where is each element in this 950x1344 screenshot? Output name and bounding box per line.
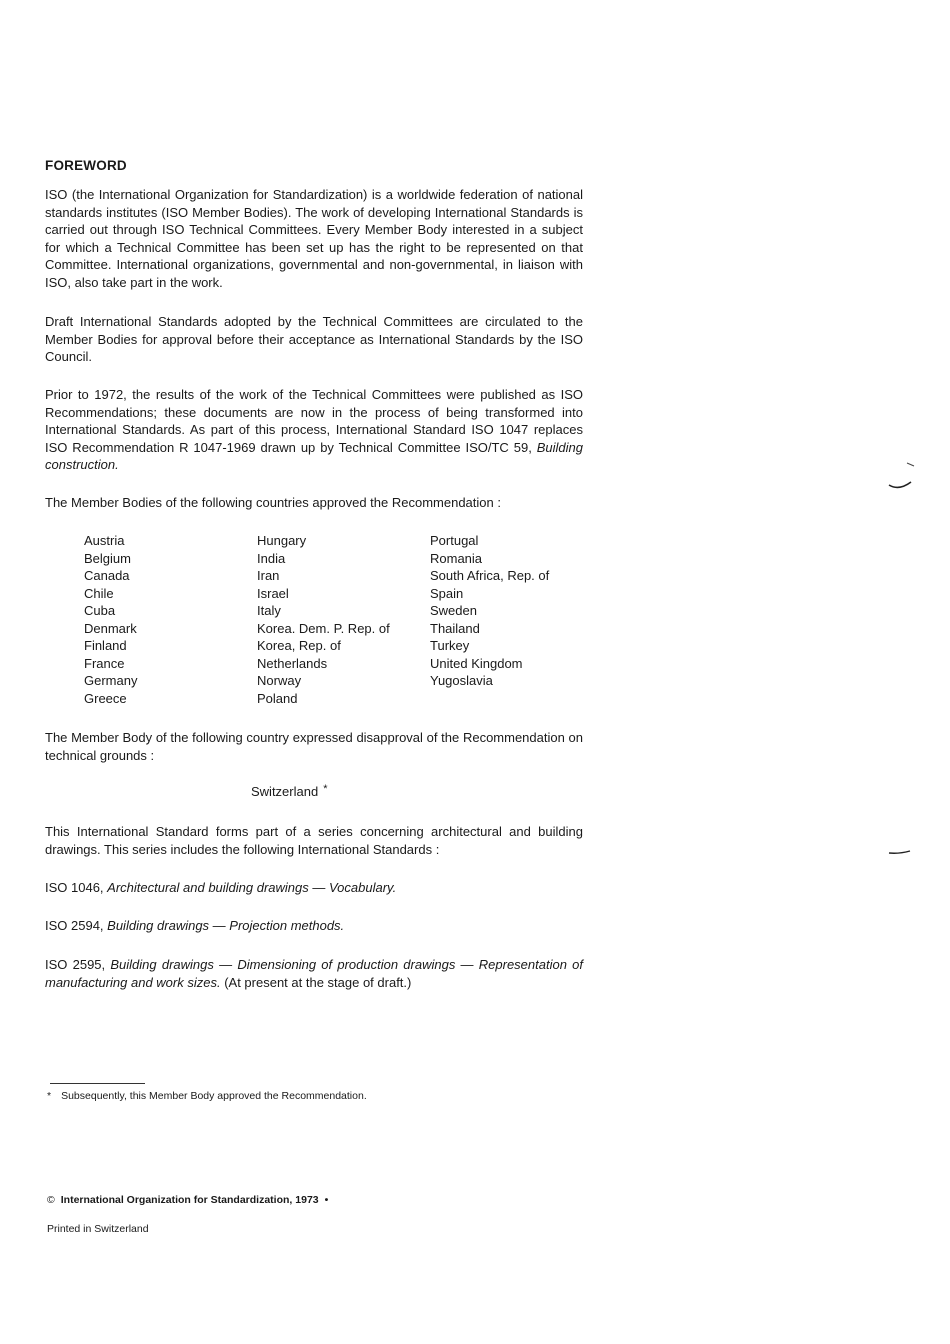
country: Romania	[430, 550, 483, 566]
country: Chile	[84, 585, 114, 601]
country: Iran	[257, 568, 280, 583]
country: United Kingdom	[430, 655, 523, 671]
page-heading: FOREWORD	[45, 158, 127, 173]
country: Korea. Dem. P. Rep. of	[257, 620, 390, 636]
country: Korea, Rep. of	[257, 638, 341, 653]
copyright-text: International Organization for Standardization, 1973	[60, 1194, 319, 1206]
country: Netherlands	[257, 655, 328, 671]
country: France	[84, 655, 125, 671]
country: Poland	[257, 690, 298, 706]
reference-title: Building drawings — Dimensioning of production drawings — Representation of manufacturing and work sizes.	[45, 957, 583, 990]
country: Thailand	[430, 620, 480, 636]
reference-number: ISO 1046,	[45, 880, 108, 895]
history-committee-title: Building construction.	[45, 439, 583, 473]
footnote-divider	[50, 1083, 145, 1084]
country: Denmark	[84, 620, 137, 636]
country: South Africa, Rep. of	[430, 568, 550, 583]
country: Spain	[430, 585, 464, 601]
drafts-paragraph: Draft International Standards adopted by the Technical Committees are circulated to the Member Bodies for approval before their acceptance as International Standards by the ISO Council.	[45, 314, 583, 365]
country: Norway	[257, 673, 302, 688]
intro-paragraph: ISO (the International Organization for Standardization) is a worldwide federation of national standards institutes (ISO Member Bodies). The work of developing International Standards is carried out through ISO Technical Committees. Every Member Body interested in a subject for which a Technical Committee has been set up has the right to be represented on that Committee. International organizations, governmental and non-governmental, in liaison with ISO, also take part in the work.	[45, 187, 583, 290]
country: Sweden	[430, 603, 477, 618]
scan-mark-icon	[885, 845, 915, 857]
country: Germany	[84, 673, 138, 688]
country: Greece	[84, 690, 127, 706]
scan-mark-icon	[885, 460, 915, 495]
reference-number: ISO 2595,	[45, 957, 111, 972]
footnote-marker: *	[323, 783, 328, 795]
series-intro: This International Standard forms part of a series concerning architectural and building drawings. This series includes the following International Standards :	[45, 824, 583, 857]
country: India	[257, 550, 286, 566]
country: Cuba	[84, 603, 116, 618]
approving-countries-list	[84, 532, 610, 707]
reference-number: ISO 2594,	[45, 918, 108, 933]
bullet-icon: •	[324, 1194, 329, 1206]
reference-iso-2595	[45, 956, 583, 991]
reference-iso-1046	[45, 879, 583, 897]
reference-iso-2594	[45, 917, 583, 935]
country: Austria	[84, 533, 125, 548]
country: Israel	[257, 585, 289, 601]
copyright-line	[47, 1194, 328, 1206]
country: Canada	[84, 568, 130, 583]
approval-intro: The Member Bodies of the following countries approved the Recommendation :	[45, 495, 501, 510]
country: Finland	[84, 638, 127, 653]
reference-title: Architectural and building drawings — Vocabulary.	[107, 880, 397, 895]
country: Hungary	[257, 533, 307, 548]
countries-column-2	[257, 532, 430, 707]
footnote-text: Subsequently, this Member Body approved the Recommendation.	[61, 1090, 367, 1102]
country: Turkey	[430, 638, 470, 653]
country: Yugoslavia	[430, 673, 493, 688]
copyright-icon: ©	[47, 1194, 55, 1206]
reference-note: (At present at the stage of draft.)	[220, 974, 412, 990]
footnote-marker: *	[47, 1090, 52, 1102]
countries-column-1	[84, 532, 257, 707]
country: Portugal	[430, 533, 479, 548]
country: Italy	[257, 603, 281, 618]
countries-column-3	[430, 532, 610, 707]
history-text: Prior to 1972, the results of the work of the Technical Committees were published as ISO Recommendations; these documents are now in the process of being transformed into International Standards. As part of this process, International Standard ISO 1047 replaces ISO Recommendation R 1047-1969 drawn up by Technical Committee ISO/TC 59,	[45, 387, 583, 455]
disapproving-country-name: Switzerland	[251, 784, 319, 799]
disapproving-country	[251, 784, 327, 799]
disapproval-intro: The Member Body of the following country expressed disapproval of the Recommendation on technical grounds :	[45, 730, 583, 763]
footnote	[47, 1090, 367, 1102]
reference-title: Building drawings — Projection methods.	[107, 918, 345, 933]
country: Belgium	[84, 550, 131, 566]
history-paragraph	[45, 386, 583, 474]
printed-location: Printed in Switzerland	[47, 1223, 149, 1235]
